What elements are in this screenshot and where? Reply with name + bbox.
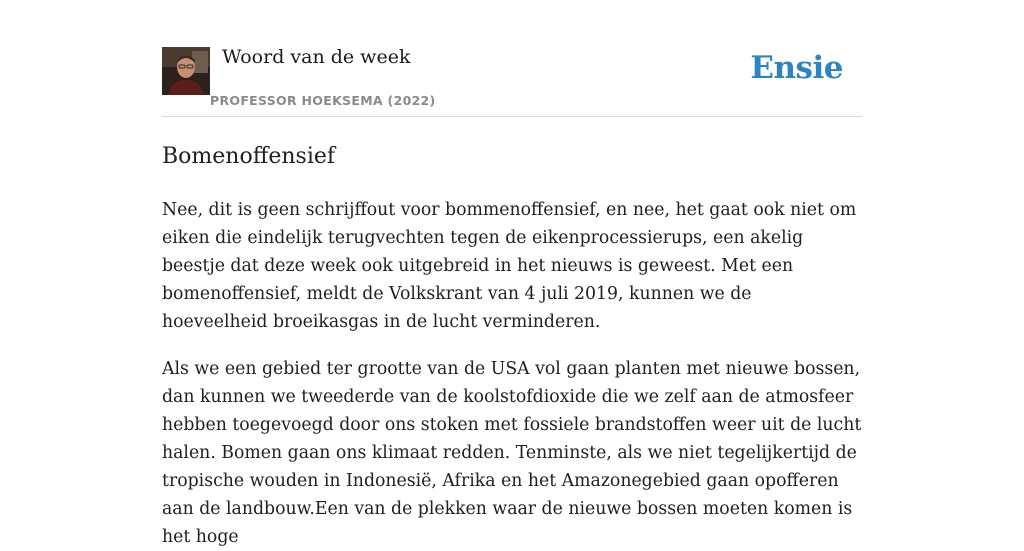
page-container — [162, 0, 862, 551]
avatar-photo-icon — [162, 47, 210, 95]
author-avatar[interactable] — [162, 47, 210, 95]
article-paragraph: Als we een gebied ter grootte van de USA vol gaan planten met nieuwe bossen, dan kunnen we tweederde van de koolstofdioxide die we zelf aan de atmosfeer hebben toegevoegd door ons stoken met fossiele brandstoffen weer uit de lucht halen. Bomen gaan ons klimaat redden. Tenminste, als we niet tegelijkertijd de tropische wouden in Indonesië, Afrika en het Amazonegebied gaan opofferen aan de landbouw.Een van de plekken waar de nieuwe bossen moeten komen is het hoge — [162, 359, 862, 547]
page-header — [162, 0, 862, 117]
article-title: Bomenoffensief — [162, 144, 336, 169]
series-title[interactable]: Woord van de week — [222, 46, 411, 68]
brand-logo[interactable]: Ensie — [750, 50, 843, 86]
author-name[interactable]: PROFESSOR HOEKSEMA (2022) — [210, 93, 436, 108]
article-paragraph: Nee, dit is geen schrijffout voor bommenoffensief, en nee, het gaat ook niet om eiken die eindelijk terugvechten tegen de eikenprocessierups, een akelig beestje dat deze week ook uitgebreid in het nieuws is geweest. Met een bomenoffensief, meldt de Volkskrant van 4 juli 2019, kunnen we de hoeveelheid broeikasgas in de lucht verminderen. — [162, 200, 857, 332]
